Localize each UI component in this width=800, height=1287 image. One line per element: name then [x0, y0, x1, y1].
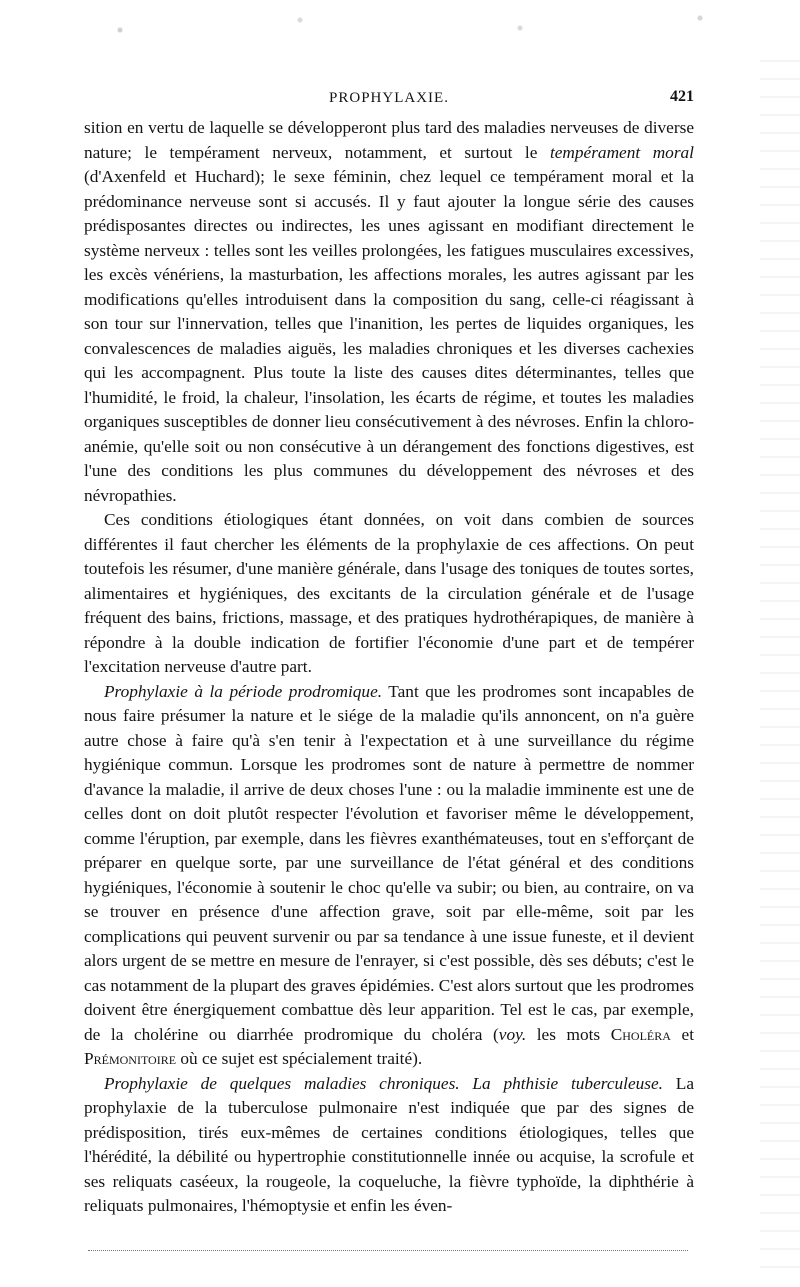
page-number: 421: [670, 88, 694, 105]
p1-text: sition en vertu de laquelle se développeront plus tard des maladies nerveuses de diverse nature; le tempérament nerveux, notamment, et surtout le: [84, 118, 694, 162]
body-text: [84, 116, 694, 1219]
p3-text-a: Tant que les prodromes sont incapables de nous faire présumer la nature et le siége de la maladie qu'ils annoncent, on n'a guère autre chose à faire qu'à s'en tenir à l'expectation et à une surveillance du régime hygiénique commun. Lorsque les prodromes sont de nature à permettre de nommer d'avance la maladie, il arrive de deux choses l'une : ou la maladie imminente est une de celles dont on doit plutôt respecter l'évolution et favoriser même le développement, comme l'éruption, par exemple, dans les fièvres exanthémateuses, tout en s'efforçant de préparer en quelque sorte, par une surveillance de l'état général et des conditions hygiéniques, l'économie à soutenir le choc qu'elle va subir; ou bien, au contraire, on va se trouver en présence d'une affection grave, soit par elle-même, soit par les complications qui peuvent survenir ou par sa tendance à une issue funeste, et il devient alors urgent de se mettre en mesure de l'enrayer, si c'est possible, dès ses débuts; c'est le cas notamment de la plupart des graves épidémies. C'est alors surtout que les prodromes doivent être énergiquement combattue dès leur apparition. Tel est le cas, par exemple, de la cholérine ou diarrhée prodromique du choléra (: [84, 681, 694, 1044]
p1-text-b: (d'Axenfeld et Huchard); le sexe féminin, chez lequel ce tempérament moral et la prédominance nerveuse sont si accusés. Il y faut ajouter la longue série des causes prédisposantes directes ou indirectes, les unes agissant en modifiant directement le système nerveux : telles sont les veilles prolongées, les fatigues musculaires excessives, les excès vénériens, la masturbation, les affections morales, les autres agissant par les modifications qu'elles introduisent dans la composition du sang, celle-ci réagissant à son tour sur l'innervation, telles que l'inanition, les pertes de liquides organiques, les convalescences de maladies aiguës, les maladies chroniques et les diverses cachexies qui les accompagnent. Plus toute la liste des causes dites déterminantes, telles que l'humidité, le froid, la chaleur, l'insolation, les écarts de régime, et toutes les maladies organiques susceptibles de donner lieu consécutivement à des névroses. Enfin la chloro-anémie, qu'elle soit ou non consécutive à un dérangement des fonctions digestives, est l'une des conditions les plus communes du développement des névroses et des névropathies.: [84, 167, 694, 505]
p3-text-b: les mots: [526, 1024, 611, 1044]
page-header: [84, 88, 694, 112]
p3-text-c: et: [670, 1024, 694, 1044]
p4-text: La prophylaxie de la tuberculose pulmonaire n'est indiquée que par des signes de prédisposition, tirés eux-mêmes de certaines conditions étiologiques, telles que l'hérédité, la débilité ou hypertrophie constitutionnelle innée ou acquise, la scrofule et ses reliquats caséeux, la rougeole, la coqueluche, la fièvre typhoïde, la diphthérie à reliquats pulmonaires, l'hémoptysie et enfin les éven-: [84, 1073, 695, 1215]
scan-noise-top: [0, 0, 800, 70]
p2-text: Ces conditions étiologiques étant données, on voit dans combien de sources différentes il faut chercher les éléments de la prophylaxie de ces affections. On peut toutefois les résumer, d'une manière générale, dans l'usage des toniques de toutes sortes, alimentaires et hygiéniques, des excitants de la circulation générale et de l'usage fréquent des bains, frictions, massage, et des pratiques hydrothérapiques, de manière à répondre à la double indication de fortifier l'économie d'une part et de tempérer l'excitation nerveuse d'autre part.: [84, 510, 694, 676]
running-head: PROPHYLAXIE.: [329, 90, 449, 106]
p1-italic: tempérament moral: [549, 142, 694, 162]
paragraph-3: [84, 680, 694, 1072]
p4-heading: Prophylaxie de quelques maladies chroniques. La phthisie tuberculeuse.: [104, 1073, 663, 1093]
paragraph-2: [84, 508, 694, 680]
p3-smallcaps-2: Prémonitoire: [84, 1049, 177, 1068]
paragraph-1: [84, 116, 694, 508]
paragraph-4: [84, 1072, 694, 1219]
p3-heading: Prophylaxie à la période prodromique.: [104, 681, 383, 701]
p3-text-d: où ce sujet est spécialement traité).: [176, 1049, 423, 1068]
scan-noise-right: [760, 60, 800, 1280]
p3-smallcaps-1: Choléra: [610, 1024, 671, 1044]
p3-voy: voy.: [498, 1024, 527, 1044]
footer-dotted-rule: [88, 1250, 688, 1252]
